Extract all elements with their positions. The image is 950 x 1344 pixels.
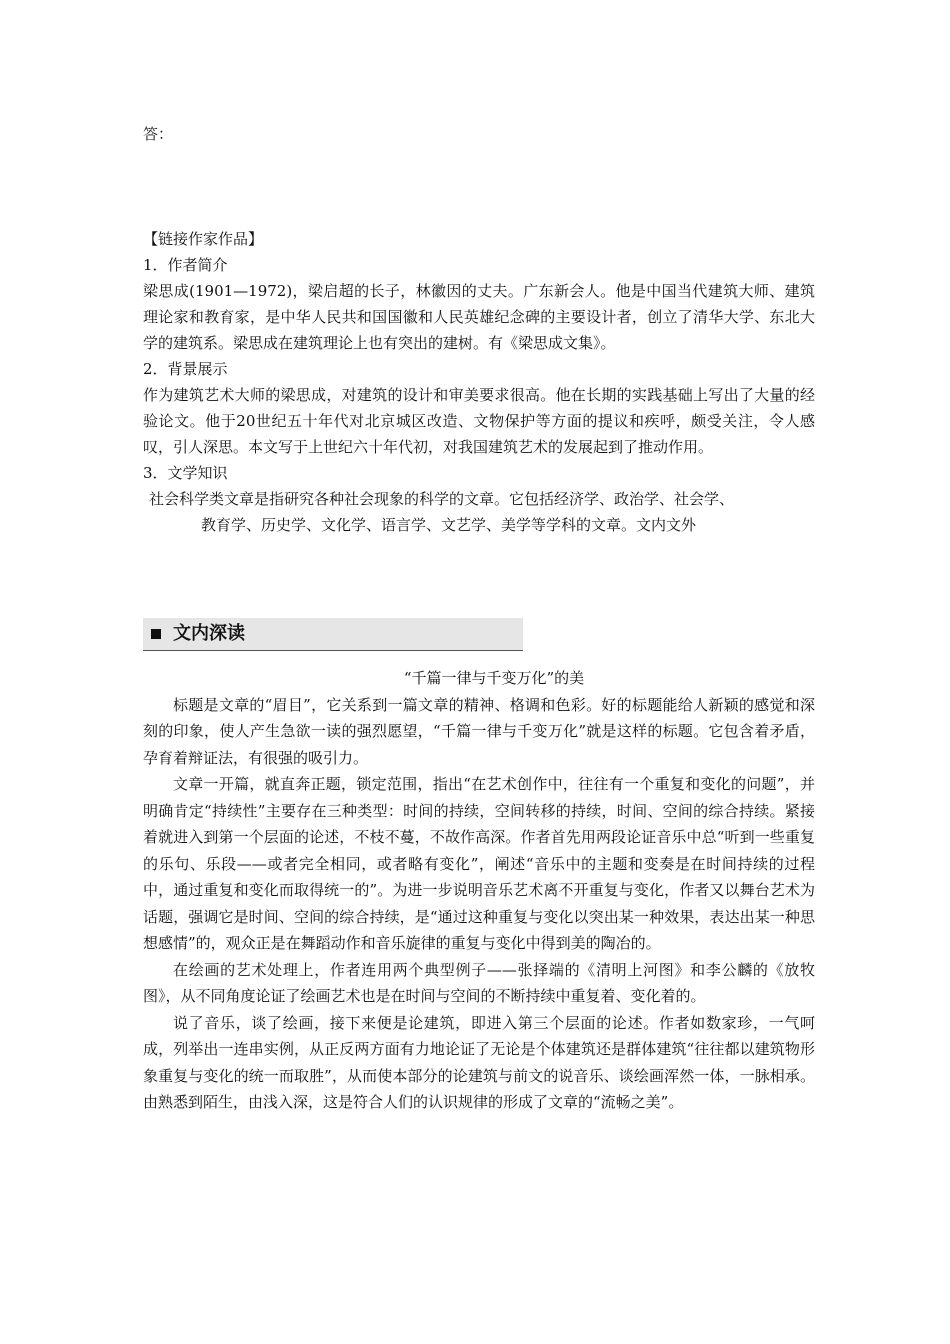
link-author-works-section (143, 226, 815, 538)
essay-analysis (143, 665, 815, 1116)
section-title: 文内深读 (173, 623, 245, 644)
background-heading: 2．背景展示 (143, 360, 228, 378)
author-intro-text: 梁思成(1901—1972)，梁启超的长子，林徽因的丈夫。广东新会人。他是中国当代建筑大师、建筑理论家和教育家，是中华人民共和国国徽和人民英雄纪念碑的主要设计者，创立了清华大学、东北大学的建筑系。梁思成在建筑理论上也有突出的建树。有《梁思成文集》。 (143, 282, 815, 352)
literary-knowledge-line-2: 教育学、历史学、文化学、语言学、文艺学、美学等学科的文章。文内文外 (201, 516, 697, 534)
author-intro-heading: 1．作者简介 (143, 256, 228, 274)
background-text: 作为建筑艺术大师的梁思成，对建筑的设计和审美要求很高。他在长期的实践基础上写出了大量的经验论文。他于20世纪五十年代对北京城区改造、文物保护等方面的提议和疾呼，颇受关注，令人感叹，引人深思。本文写于上世纪六十年代初，对我国建筑艺术的发展起到了推动作用。 (143, 386, 815, 456)
essay-paragraph: 文章一开篇，就直奔正题，锁定范围，指出“在艺术创作中，往往有一个重复和变化的问题”，并明确肯定“持续性”主要存在三种类型：时间的持续，空间转移的持续，时间、空间的综合持续。紧接着就进入到第一个层面的论述，不枝不蔓，不故作高深。作者首先用两段论证音乐中总“听到一些重复的乐句、乐段——或者完全相同，或者略有变化”，阐述“音乐中的主题和变奏是在时间持续的过程中，通过重复和变化而取得统一的”。为进一步说明音乐艺术离不开重复与变化，作者又以舞台艺术为话题，强调它是时间、空间的综合持续，是“通过这种重复与变化以突出某一种效果，表达出某一种思想感情”的，观众正是在舞蹈动作和音乐旋律的重复与变化中得到美的陶冶的。 (143, 775, 815, 952)
essay-paragraph: 说了音乐，谈了绘画，接下来便是论建筑，即进入第三个层面的论述。作者如数家珍，一气呵成，列举出一连串实例，从正反两方面有力地论证了无论是个体建筑还是群体建筑“往往都以建筑物形象重复与变化的统一而取胜”，从而使本部分的论建筑与前文的说音乐、谈绘画浑然一体，一脉相承。由熟悉到陌生，由浅入深，这是符合人们的认识规律的形成了文章的“流畅之美”。 (143, 1013, 815, 1111)
literary-knowledge-line-1: 社会科学类文章是指研究各种社会现象的科学的文章。它包括经济学、政治学、社会学、 (149, 490, 735, 508)
section-label: 【链接作家作品】 (143, 230, 264, 248)
literary-knowledge-heading: 3．文学知识 (143, 464, 228, 482)
essay-title: “千篇一律与千变万化”的美 (403, 669, 585, 687)
answer-label: 答： (143, 125, 174, 143)
in-depth-reading-header (143, 618, 523, 651)
square-bullet-icon (151, 629, 161, 639)
essay-paragraph: 标题是文章的“眉目”，它关系到一篇文章的精神、格调和色彩。好的标题能给人新颖的感觉和深刻的印象，使人产生急欲一读的强烈愿望，“千篇一律与千变万化”就是这样的标题。它包含着矛盾，孕育着辩证法，有很强的吸引力。 (143, 695, 815, 767)
essay-paragraph: 在绘画的艺术处理上，作者连用两个典型例子——张择端的《清明上河图》和李公麟的《放牧图》，从不同角度论证了绘画艺术也是在时间与空间的不断持续中重复着、变化着的。 (143, 960, 815, 1005)
